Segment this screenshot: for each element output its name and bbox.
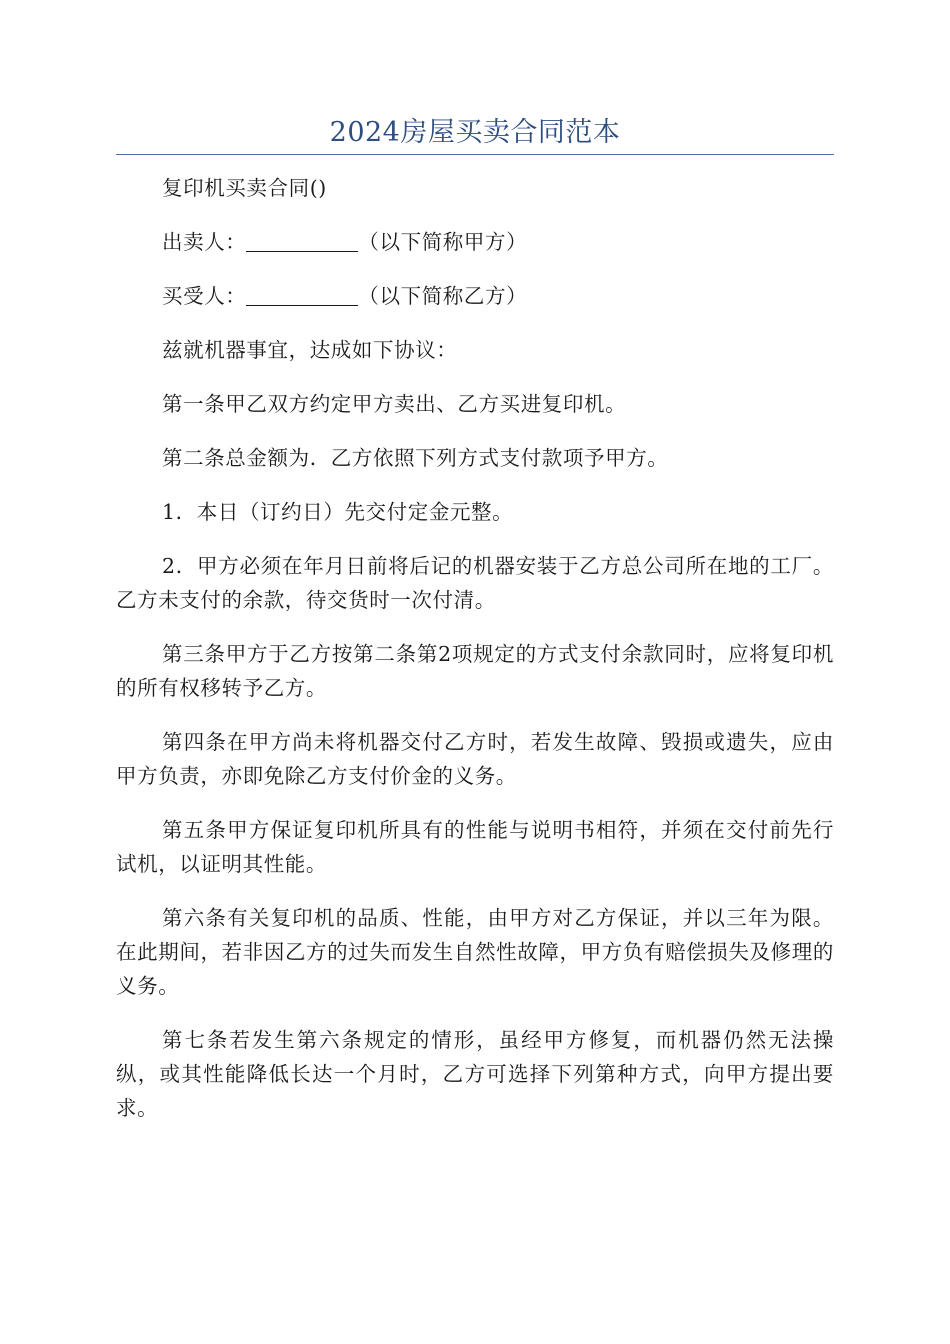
document-body xyxy=(116,171,834,1145)
buyer-line xyxy=(116,279,834,313)
contract-subtitle: 复印机买卖合同() xyxy=(162,176,327,200)
clause-2: 第二条总金额为．乙方依照下列方式支付款项予甲方。 xyxy=(162,446,669,470)
buyer-label: 买受人： xyxy=(162,284,247,308)
seller-label: 出卖人： xyxy=(162,230,247,254)
clause-4: 第四条在甲方尚未将机器交付乙方时，若发生故障、毁损或遗失，应由甲方负责，亦即免除乙方支付价金的义务。 xyxy=(116,730,834,788)
clause-5: 第五条甲方保证复印机所具有的性能与说明书相符，并须在交付前先行试机，以证明其性能。 xyxy=(116,818,834,876)
seller-blank xyxy=(246,229,358,252)
clause-1: 第一条甲乙双方约定甲方卖出、乙方买进复印机。 xyxy=(162,392,627,416)
seller-note: （以下简称甲方） xyxy=(358,230,528,254)
clause-2-item-1: 1．本日（订约日）先交付定金元整。 xyxy=(162,500,514,524)
paragraph-intro: 兹就机器事宜，达成如下协议： xyxy=(162,338,458,362)
buyer-blank xyxy=(246,283,358,306)
clause-2-item-2: 2．甲方必须在年月日前将后记的机器安装于乙方总公司所在地的工厂。乙方未支付的余款，待交货时一次付清。 xyxy=(116,554,834,612)
buyer-note: （以下简称乙方） xyxy=(358,284,528,308)
clause-6: 第六条有关复印机的品质、性能，由甲方对乙方保证，并以三年为限。在此期间，若非因乙方的过失而发生自然性故障，甲方负有赔偿损失及修理的义务。 xyxy=(116,906,834,998)
clause-7: 第七条若发生第六条规定的情形，虽经甲方修复，而机器仍然无法操纵，或其性能降低长达一个月时，乙方可选择下列第种方式，向甲方提出要求。 xyxy=(116,1028,834,1120)
title-underline xyxy=(116,154,834,155)
document-title: 2024房屋买卖合同范本 xyxy=(329,117,621,148)
clause-3: 第三条甲方于乙方按第二条第2项规定的方式支付余款同时，应将复印机的所有权移转予乙方。 xyxy=(116,642,834,700)
seller-line xyxy=(116,225,834,259)
